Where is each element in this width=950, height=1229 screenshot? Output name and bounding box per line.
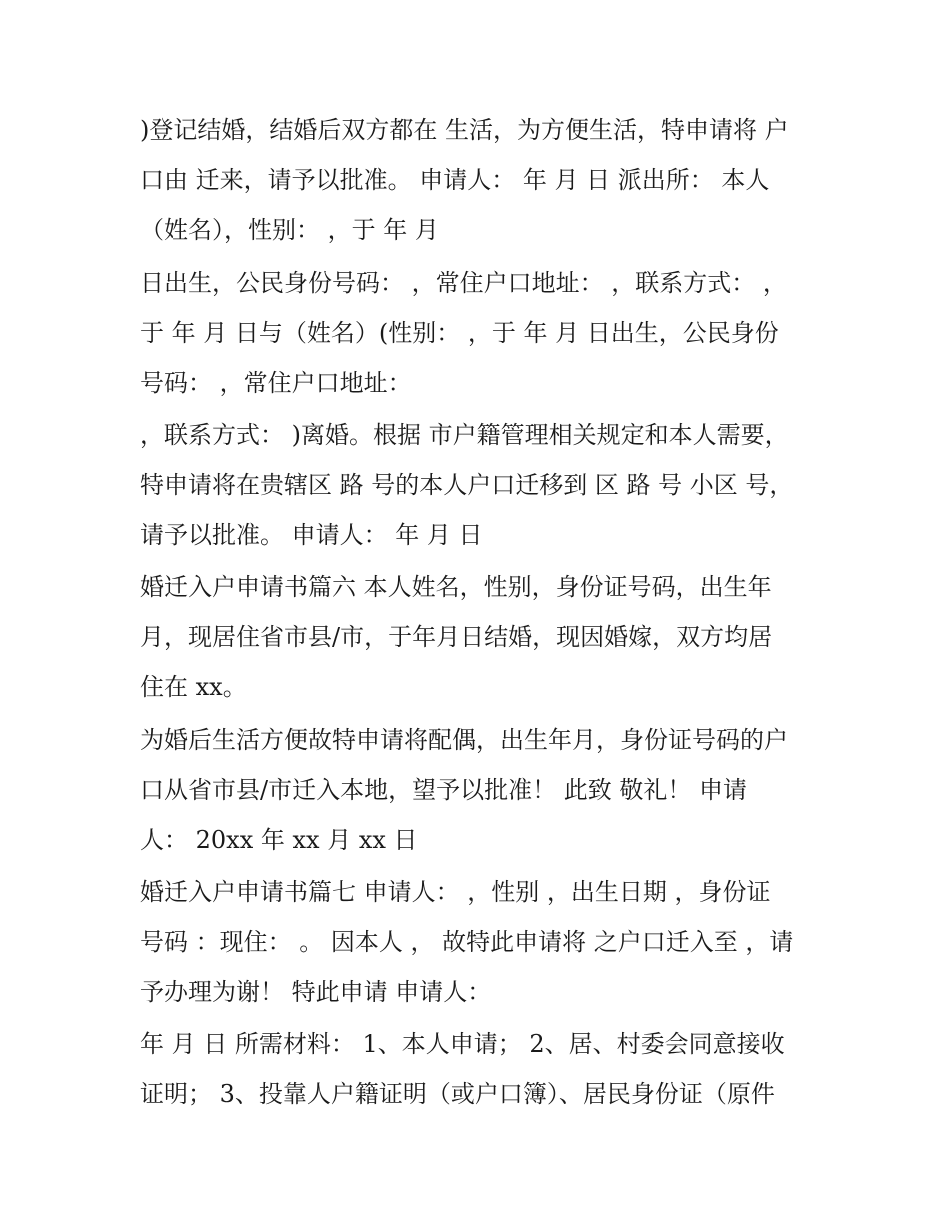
text-line: 号码 ：现住： 。 因本人 ， 故特此申请将 之户口迁入至 ，请 <box>140 928 794 956</box>
text-line: 年 月 日 所需材料： 1、本人申请； 2、居、村委会同意接收 <box>140 1030 785 1058</box>
text-line: 月，现居住省市县/市，于年月日结婚，现因婚嫁，双方均居 <box>140 623 773 651</box>
text-line: 口由 迁来，请予以批准。 申请人： 年 月 日 派出所： 本人 <box>140 166 770 194</box>
text-line: 于 年 月 日与（姓名）(性别： ，于 年 月 日出生，公民身份 <box>140 319 779 347</box>
text-line: 为婚后生活方便故特申请将配偶，出生年月，身份证号码的户 <box>140 726 788 754</box>
text-line: )登记结婚，结婚后双方都在 生活，为方便生活，特申请将 户 <box>140 116 789 144</box>
text-line: 特申请将在贵辖区 路 号的本人户口迁移到 区 路 号 小区 号， <box>140 471 794 499</box>
text-line: 住在 xx。 <box>140 673 247 701</box>
text-line: ，联系方式： )离婚。根据 市户籍管理相关规定和本人需要， <box>140 421 789 449</box>
text-line: 号码： ，常住户口地址： <box>140 369 412 397</box>
text-line: 证明； 3、投靠人户籍证明（或户口簿）、居民身份证（原件 <box>140 1080 775 1108</box>
text-line: 日出生，公民身份号码： ，常住户口地址： ，联系方式： ， <box>140 269 787 297</box>
text-line: 予办理为谢！ 特此申请 申请人： <box>140 978 492 1006</box>
text-line: 口从省市县/市迁入本地，望予以批准！ 此致 敬礼！ 申请 <box>140 776 747 804</box>
section-heading-line: 婚迁入户申请书篇六 本人姓名，性别，身份证号码，出生年 <box>140 573 772 601</box>
text-line: 请予以批准。 申请人： 年 月 日 <box>140 521 483 549</box>
text-line: （姓名），性别： ，于 年 月 <box>140 216 439 244</box>
section-heading-line: 婚迁入户申请书篇七 申请人： ，性别 ，出生日期 ，身份证 <box>140 878 771 906</box>
text-line: 人： 20xx 年 xx 月 xx 日 <box>140 826 418 854</box>
